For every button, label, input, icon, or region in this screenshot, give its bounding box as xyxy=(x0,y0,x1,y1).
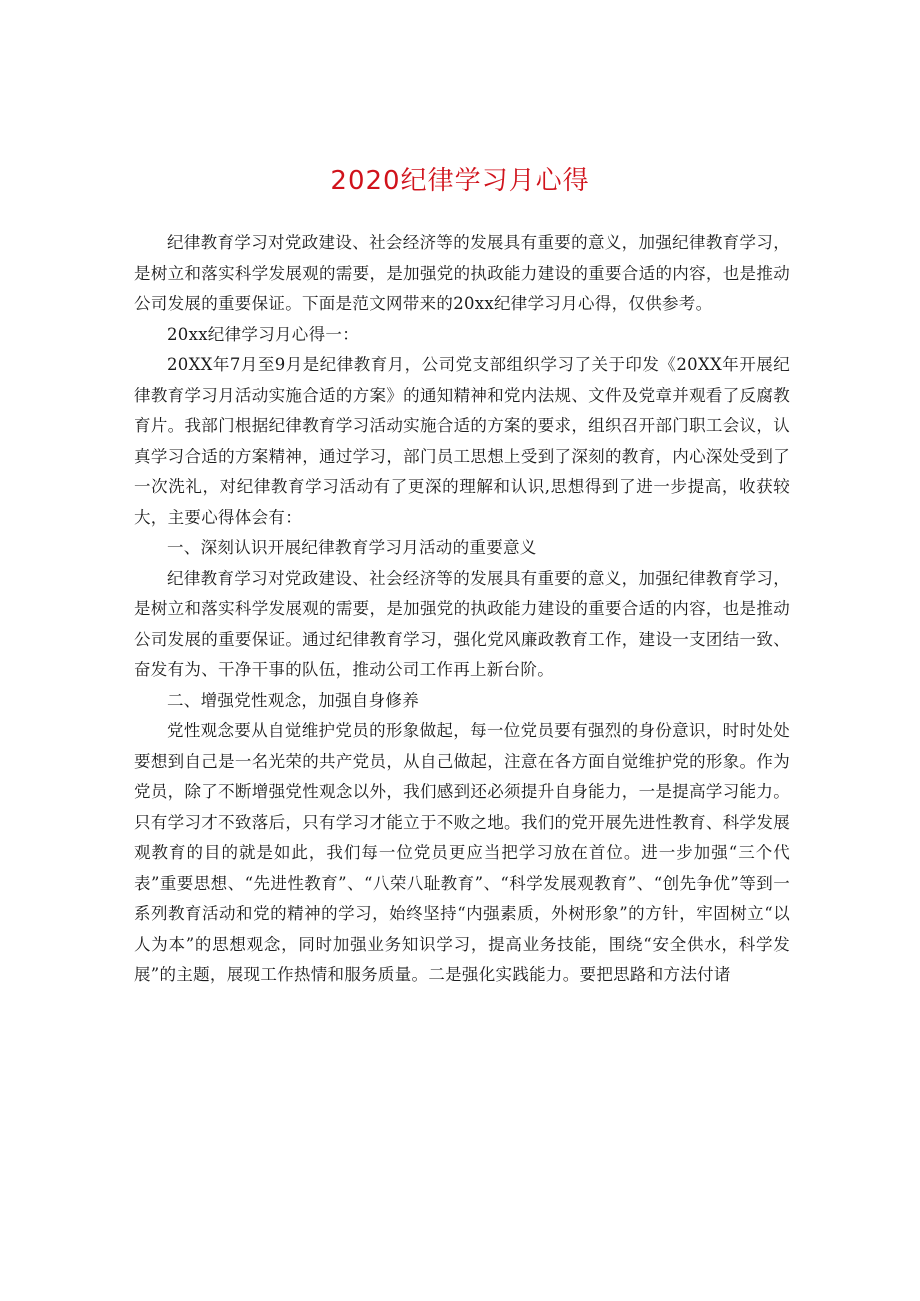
body-paragraph-discipline-month: 20XX年7月至9月是纪律教育月，公司党支部组织学习了关于印发《20XX年开展纪律教育学习月活动实施合适的方案》的通知精神和党内法规、文件及党章并观看了反腐教育片。我部门根据纪律教育学习活动实施合适的方案的要求，组织召开部门职工会议，认真学习合适的方案精神，通过学习，部门员工思想上受到了深刻的教育，内心深处受到了一次洗礼，对纪律教育学习活动有了更深的理解和认识,思想得到了进一步提高，收获较大，主要心得体会有： xyxy=(134,355,790,527)
document-body xyxy=(134,228,790,991)
body-paragraph-significance: 纪律教育学习对党政建设、社会经济等的发展具有重要的意义，加强纪律教育学习，是树立和落实科学发展观的需要，是加强党的执政能力建设的重要合适的内容，也是推动公司发展的重要保证。通过纪律教育学习，强化党风廉政教育工作，建设一支团结一致、奋发有为、干净干事的队伍，推动公司工作再上新台阶。 xyxy=(134,568,790,679)
document-title: 2020纪律学习月心得 xyxy=(330,166,590,196)
body-paragraph-party-spirit: 党性观念要从自觉维护党员的形象做起，每一位党员要有强烈的身份意识，时时处处要想到自己是一名光荣的共产党员，从自己做起，注意在各方面自觉维护党的形象。作为党员，除了不断增强党性观念以外，我们感到还必须提升自身能力，一是提高学习能力。只有学习才不致落后，只有学习才能立于不败之地。我们的党开展先进性教育、科学发展观教育的目的就是如此，我们每一位党员更应当把学习放在首位。进一步加强“三个代表”重要思想、“先进性教育”、“八荣八耻教育”、“科学发展观教育”、“创先争优”等到一系列教育活动和党的精神的学习，始终坚持“内强素质，外树形象”的方针，牢固树立“以人为本”的思想观念，同时加强业务知识学习，提高业务技能，围绕“安全供水，科学发展”的主题，展现工作热情和服务质量。二是强化实践能力。要把思路和方法付诸 xyxy=(134,721,790,984)
intro-paragraph: 纪律教育学习对党政建设、社会经济等的发展具有重要的意义，加强纪律教育学习，是树立和落实科学发展观的需要，是加强党的执政能力建设的重要合适的内容，也是推动公司发展的重要保证。下面是范文网带来的20xx纪律学习月心得，仅供参考。 xyxy=(134,233,790,313)
section-heading-one: 一、深刻认识开展纪律教育学习月活动的重要意义 xyxy=(167,538,537,557)
section-label-part-one: 20xx纪律学习月心得一： xyxy=(167,324,360,344)
section-heading-two: 二、增强党性观念，加强自身修养 xyxy=(167,690,419,710)
